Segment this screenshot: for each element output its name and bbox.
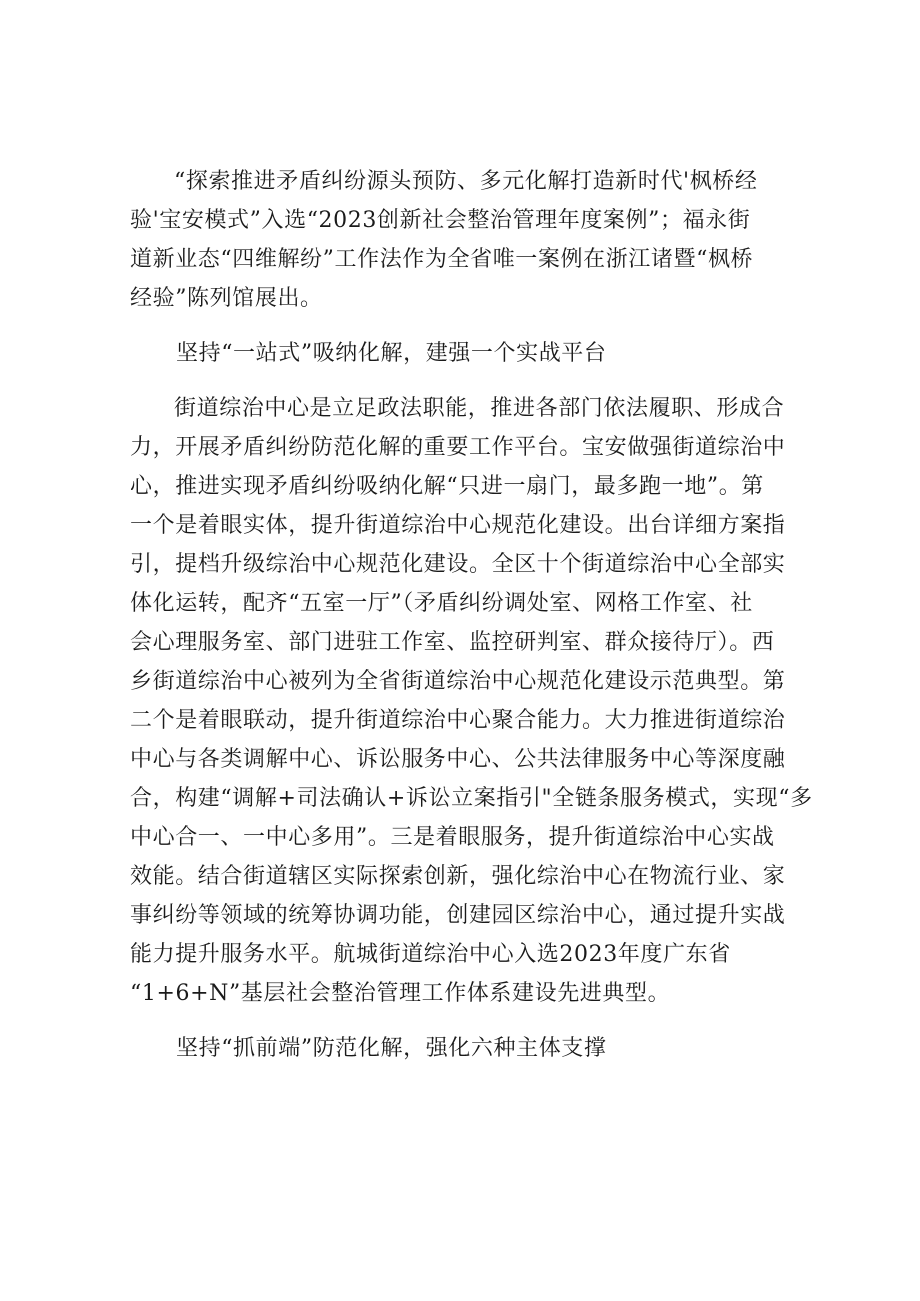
text-line: 体化运转，配齐“五室一厅”（矛盾纠纷调处室、网格工作室、社	[130, 591, 753, 616]
text-line: 会心理服务室、部门进驻工作室、监控研判室、群众接待厅）。西	[130, 630, 775, 655]
text-line: 心，推进实现矛盾纠纷吸纳化解“只进一扇门，最多跑一地”。第	[130, 474, 764, 499]
text-line: 验'宝安模式”入选“2023创新社会整治管理年度案例”；福永街	[130, 208, 751, 233]
text-line: 街道综治中心是立足政法职能，推进各部门依法履职、形成合	[174, 396, 785, 421]
text-line: 力，开展矛盾纠纷防范化解的重要工作平台。宝安做强街道综治中	[130, 435, 786, 460]
text-line: 合，构建“调解+司法确认+诉讼立案指引"全链条服务模式，实现“多	[130, 786, 813, 811]
text-line: 中心合一、一中心多用”。三是着眼服务，提升街道综治中心实战	[130, 825, 775, 850]
text-line: 效能。结合街道辖区实际探索创新，强化综治中心在物流行业、家	[130, 864, 786, 889]
section-heading	[130, 1029, 800, 1068]
text-line: 道新业态“四维解纷”工作法作为全省唯一案例在浙江诸暨“枫桥	[130, 247, 754, 272]
text-line: “1+6+N”基层社会整治管理工作体系建设先进典型。	[130, 981, 671, 1006]
heading-text: 坚持“一站式”吸纳化解，建强一个实战平台	[176, 341, 607, 366]
heading-text: 坚持“抓前端”防范化解，强化六种主体支撑	[176, 1036, 607, 1061]
paragraph-comprehensive-center	[130, 389, 813, 1013]
text-line: 能力提升服务水平。航城街道综治中心入选2023年度广东省	[130, 942, 731, 967]
paragraph-case-intro	[130, 162, 800, 318]
text-line: 二个是着眼联动，提升街道综治中心聚合能力。大力推进街道综治	[130, 708, 786, 733]
text-line: “探索推进矛盾纠纷源头预防、多元化解打造新时代'枫桥经	[174, 169, 758, 194]
section-heading	[130, 334, 800, 373]
text-line: 中心与各类调解中心、诉讼服务中心、公共法律服务中心等深度融	[130, 747, 786, 772]
text-line: 事纠纷等领域的统筹协调功能，创建园区综治中心，通过提升实战	[130, 903, 786, 928]
document-body	[130, 162, 813, 1068]
text-line: 一个是着眼实体，提升街道综治中心规范化建设。出台详细方案指	[130, 513, 786, 538]
text-line: 经验”陈列馆展出。	[130, 286, 323, 311]
text-line: 乡街道综治中心被列为全省街道综治中心规范化建设示范典型。第	[130, 669, 786, 694]
text-line: 引，提档升级综治中心规范化建设。全区十个街道综治中心全部实	[130, 552, 786, 577]
